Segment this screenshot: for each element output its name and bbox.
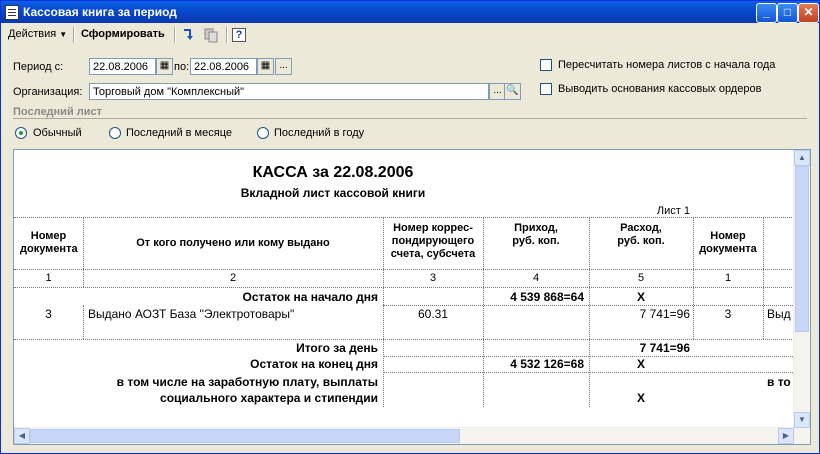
- scroll-up-icon[interactable]: ▲: [794, 150, 810, 166]
- header-doc-number: Номер документа: [20, 230, 78, 255]
- close-button[interactable]: ✕: [798, 3, 819, 23]
- title-bar: [1, 1, 819, 23]
- report-title: КАССА за 22.08.2006: [252, 164, 414, 181]
- calendar-icon[interactable]: ▦: [156, 58, 173, 75]
- chevron-down-icon: ▼: [59, 30, 68, 39]
- row-description: Выдано АОЗТ База "Электротовары": [88, 307, 295, 321]
- scroll-right-icon[interactable]: ▶: [778, 428, 794, 444]
- horizontal-scroll-thumb[interactable]: [30, 429, 460, 443]
- minimize-button[interactable]: _: [756, 3, 777, 23]
- col-number: 4: [532, 272, 540, 284]
- row-account: 60.31: [417, 307, 449, 321]
- last-sheet-title: Последний лист: [13, 106, 103, 118]
- copy-icon[interactable]: [203, 27, 219, 43]
- search-icon[interactable]: 🔍: [504, 83, 521, 100]
- show-basis-checkbox[interactable]: [540, 83, 552, 95]
- opening-expense: Х: [636, 290, 645, 304]
- sheet-number: Лист 1: [656, 205, 690, 217]
- date-from-input[interactable]: 22.08.2006: [89, 58, 156, 75]
- closing-expense: Х: [636, 357, 645, 371]
- row-doc-number: 3: [45, 307, 52, 321]
- row-doc-number-2: 3: [724, 307, 732, 321]
- opening-balance-label: Остаток на начало дня: [242, 290, 378, 304]
- col-number: 1: [45, 272, 52, 284]
- document-icon: [5, 5, 19, 20]
- period-label: Период с:: [13, 61, 64, 73]
- toolbar-divider: [174, 27, 176, 43]
- header-account: Номер коррес- пондирующего счета, субсчета: [390, 222, 476, 260]
- actions-label: Действия: [8, 28, 57, 40]
- col-number: 3: [429, 272, 437, 284]
- closing-balance-label: Остаток на конец дня: [250, 357, 378, 371]
- generate-button[interactable]: Сформировать: [81, 28, 165, 40]
- radio-regular[interactable]: [15, 127, 27, 139]
- horizontal-scrollbar[interactable]: [14, 427, 794, 444]
- org-select-button[interactable]: ...: [489, 83, 506, 100]
- toolbar-divider: [73, 27, 75, 43]
- row-expense: 7 741=96: [639, 307, 690, 321]
- radio-last-in-year[interactable]: [257, 127, 269, 139]
- toolbar-divider: [226, 27, 228, 43]
- report-subtitle: Вкладной лист кассовой книги: [240, 186, 426, 200]
- salary-label-line1: в том числе на заработную плату, выплаты: [116, 375, 378, 389]
- col-number: 1: [724, 272, 732, 284]
- organization-input[interactable]: Торговый дом "Комплексный": [89, 83, 489, 100]
- salary-expense: Х: [636, 391, 645, 405]
- vertical-scroll-thumb[interactable]: [795, 166, 809, 332]
- refresh-icon[interactable]: [181, 27, 197, 43]
- header-doc-number-2: Номер документа: [699, 230, 757, 255]
- report-sheet[interactable]: [13, 149, 811, 445]
- org-label: Организация:: [13, 86, 83, 98]
- salary-label-line2: социального характера и стипендии: [160, 391, 378, 405]
- radio-last-in-month[interactable]: [109, 127, 121, 139]
- row-description-2: Выд: [767, 307, 791, 321]
- header-income: Приход, руб. коп.: [512, 222, 560, 247]
- grid-line: [14, 269, 794, 270]
- radio-regular-label: Обычный: [33, 127, 82, 139]
- header-from-to: От кого получено или кому выдано: [136, 237, 330, 249]
- actions-menu[interactable]: [8, 28, 67, 40]
- period-select-button[interactable]: ...: [275, 58, 292, 75]
- opening-income: 4 539 868=64: [510, 290, 584, 304]
- total-label: Итого за день: [296, 341, 378, 355]
- recalc-checkbox[interactable]: [540, 59, 552, 71]
- toolbar: [1, 23, 819, 47]
- total-expense: 7 741=96: [639, 341, 690, 355]
- calendar-icon[interactable]: ▦: [257, 58, 274, 75]
- col-number: 2: [229, 272, 237, 284]
- closing-income: 4 532 126=68: [510, 357, 584, 371]
- scroll-left-icon[interactable]: ◀: [14, 428, 30, 444]
- date-to-input[interactable]: 22.08.2006: [190, 58, 257, 75]
- maximize-button[interactable]: □: [777, 3, 798, 23]
- help-icon[interactable]: ?: [232, 28, 246, 42]
- grid-line: [763, 217, 764, 339]
- scroll-down-icon[interactable]: ▼: [794, 412, 810, 428]
- show-basis-label: Выводить основания кассовых ордеров: [558, 83, 762, 95]
- recalc-label: Пересчитать номера листов с начала года: [558, 59, 776, 71]
- radio-last-in-year-label: Последний в году: [274, 127, 365, 139]
- salary-right-text: в то: [767, 375, 791, 389]
- window-title: Кассовая книга за период: [23, 5, 177, 19]
- grid-line: [83, 305, 84, 339]
- header-expense: Расход, руб. коп.: [617, 222, 665, 247]
- grid-line: [14, 287, 794, 288]
- vertical-scrollbar[interactable]: [793, 150, 810, 444]
- radio-last-in-month-label: Последний в месяце: [126, 127, 232, 139]
- section-divider: [13, 118, 807, 119]
- grid-line: [14, 217, 794, 218]
- grid-line: [14, 339, 794, 340]
- to-label: по:: [174, 61, 190, 73]
- col-number: 5: [637, 272, 645, 284]
